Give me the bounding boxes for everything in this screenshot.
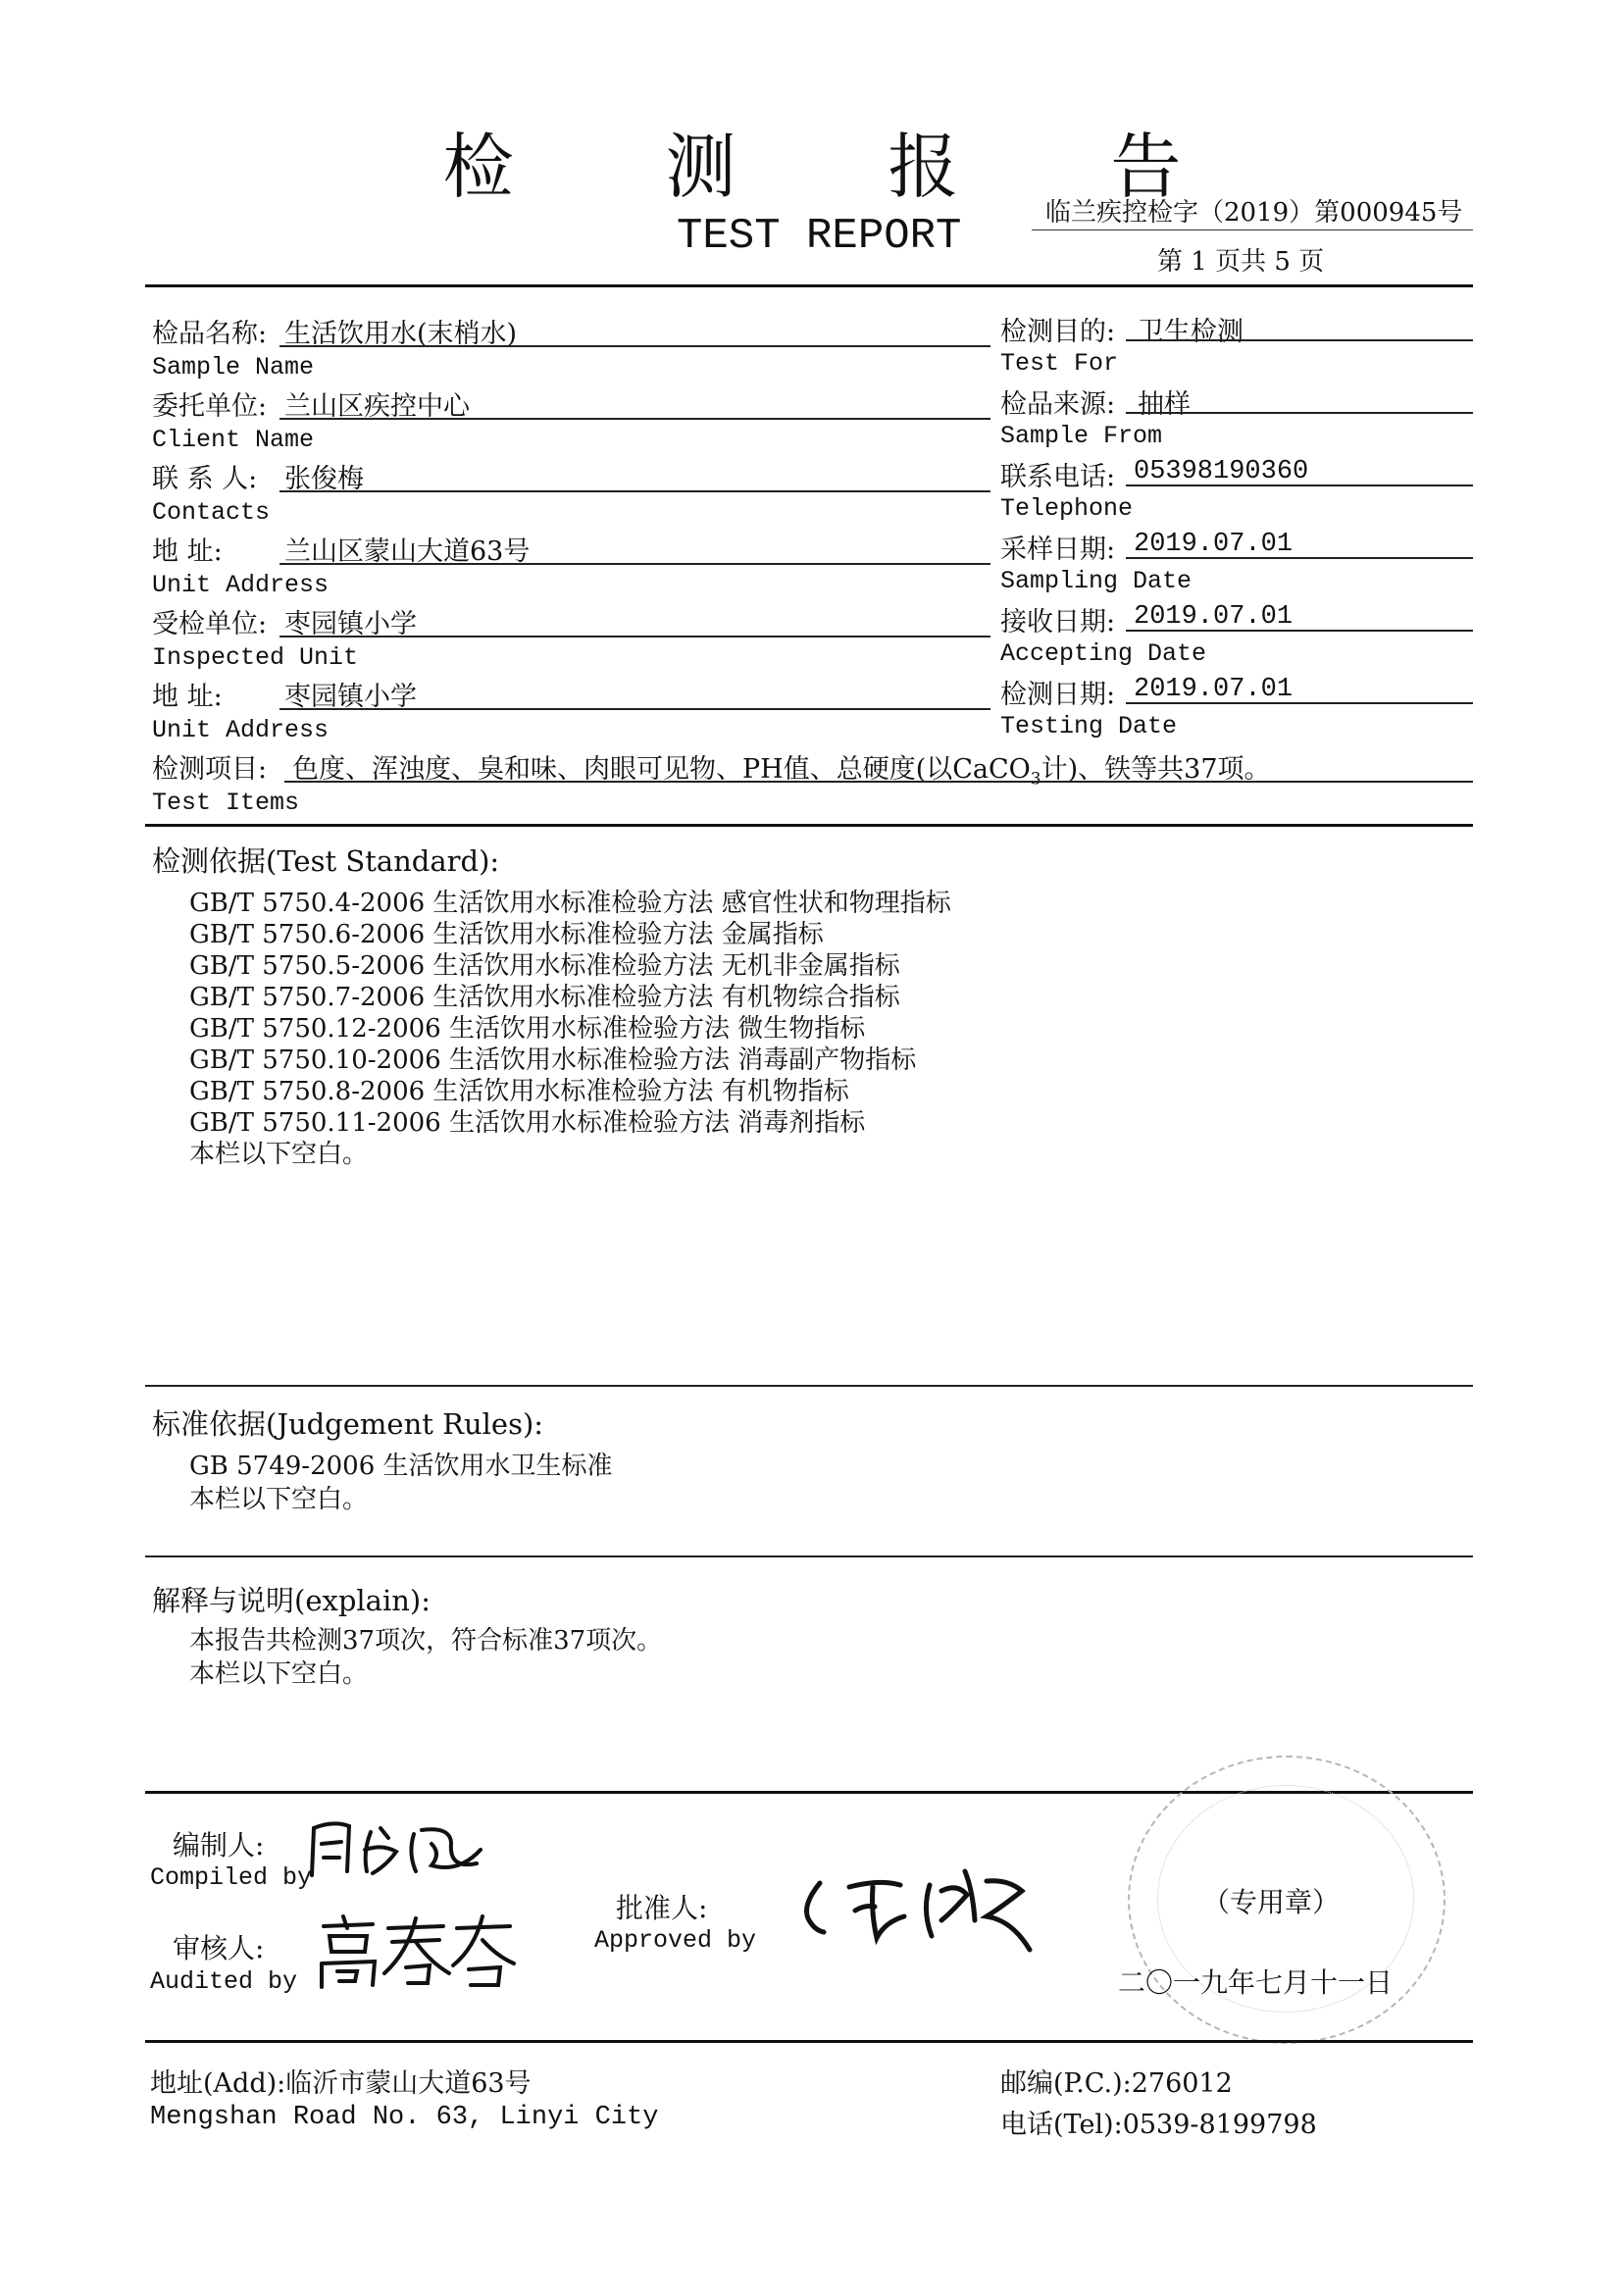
underline <box>279 563 990 565</box>
standard-item: GB/T 5750.12-2006 生活饮用水标准检验方法 微生物指标 <box>189 1014 866 1044</box>
audited-signature <box>314 1912 520 1991</box>
field-label: 检测目的: <box>1000 317 1116 347</box>
blank-note: 本栏以下空白。 <box>189 1140 369 1169</box>
footer-divider <box>145 2040 1473 2043</box>
seal-text: （专用章） <box>1202 1886 1341 1918</box>
section-divider <box>145 1555 1473 1557</box>
field-en: Unit Address <box>152 716 330 744</box>
field-en: Sampling Date <box>1000 567 1193 595</box>
field-value-inspected-unit: 枣园镇小学 <box>284 609 417 639</box>
judgement-heading: 标准依据(Judgement Rules): <box>152 1407 544 1441</box>
standard-item: GB/T 5750.6-2006 生活饮用水标准检验方法 金属指标 <box>189 920 824 949</box>
field-value-telephone: 05398190360 <box>1134 457 1309 486</box>
underline <box>1126 484 1473 486</box>
explain-item: 本报告共检测37项次，符合标准37项次。 <box>189 1626 663 1656</box>
field-label: 委托单位: <box>152 391 268 422</box>
approved-signature <box>794 1861 1040 1960</box>
test-standard-heading: 检测依据(Test Standard): <box>152 844 500 878</box>
field-value-sampling-date: 2019.07.01 <box>1134 530 1294 559</box>
footer-address-cn: 地址(Add):临沂市蒙山大道63号 <box>150 2068 532 2099</box>
field-value-inspected-address: 枣园镇小学 <box>284 682 417 712</box>
field-label: 采样日期: <box>1000 535 1116 565</box>
field-label: 检品来源: <box>1000 389 1116 420</box>
report-number: 临兰疾控检字（2019）第000945号 <box>1045 198 1463 228</box>
field-value-contacts: 张俊梅 <box>284 464 364 494</box>
field-value-sample-name: 生活饮用水(末梢水) <box>284 319 518 349</box>
underline <box>279 636 990 637</box>
seal-date: 二〇一九年七月十一日 <box>1118 1966 1394 1999</box>
standard-item: GB/T 5750.8-2006 生活饮用水标准检验方法 有机物指标 <box>189 1077 849 1106</box>
standard-item: GB/T 5750.10-2006 生活饮用水标准检验方法 消毒副产物指标 <box>189 1045 917 1075</box>
field-en: Accepting Date <box>1000 639 1207 668</box>
section-divider <box>145 1385 1473 1387</box>
footer-postcode: 邮编(P.C.):276012 <box>1000 2068 1233 2099</box>
audited-en: Audited by <box>150 1967 298 1996</box>
underline <box>1126 702 1473 704</box>
test-items-en: Test Items <box>152 789 300 817</box>
compiled-signature <box>304 1814 490 1893</box>
field-value-test-for: 卫生检测 <box>1138 317 1243 347</box>
field-en: Inspected Unit <box>152 643 359 672</box>
approved-label: 批准人: <box>616 1892 708 1924</box>
field-en: Sample From <box>1000 422 1163 450</box>
standard-item: GB/T 5750.5-2006 生活饮用水标准检验方法 无机非金属指标 <box>189 951 900 981</box>
standard-item: GB/T 5750.4-2006 生活饮用水标准检验方法 感官性状和物理指标 <box>189 889 951 918</box>
compiled-en: Compiled by <box>150 1863 313 1892</box>
test-items-label: 检测项目: <box>152 754 268 785</box>
judgement-item: GB 5749-2006 生活饮用水卫生标准 <box>189 1452 613 1481</box>
underline <box>1126 339 1473 341</box>
page-info: 第 1 页共 5 页 <box>1157 247 1325 277</box>
field-en: Contacts <box>152 498 271 527</box>
underline <box>279 708 990 710</box>
ref-underline <box>1032 229 1473 230</box>
report-title-en: TEST REPORT <box>677 212 962 261</box>
standard-item: GB/T 5750.7-2006 生活饮用水标准检验方法 有机物综合指标 <box>189 983 900 1012</box>
blank-note: 本栏以下空白。 <box>189 1659 369 1689</box>
report-title-cn: 检 测 报 告 <box>442 126 1246 208</box>
field-label: 联 系 人: <box>152 464 258 494</box>
underline <box>279 418 990 420</box>
test-items-value: 色度、浑浊度、臭和味、肉眼可见物、PH值、总硬度(以CaCO$_3$计)、铁等共37项。 <box>292 754 1271 790</box>
explain-heading: 解释与说明(explain): <box>152 1584 431 1617</box>
compiled-label: 编制人: <box>173 1829 265 1861</box>
field-label: 接收日期: <box>1000 607 1116 637</box>
underline <box>1126 557 1473 559</box>
underline <box>1126 412 1473 414</box>
standard-item: GB/T 5750.11-2006 生活饮用水标准检验方法 消毒剂指标 <box>189 1108 866 1138</box>
field-label: 地 址: <box>152 536 223 567</box>
field-value-accepting-date: 2019.07.01 <box>1134 602 1294 632</box>
header-divider <box>145 284 1473 287</box>
field-en: Client Name <box>152 426 315 454</box>
field-label: 检品名称: <box>152 319 268 349</box>
field-en: Telephone <box>1000 494 1134 523</box>
field-label: 地 址: <box>152 682 223 712</box>
blank-note: 本栏以下空白。 <box>189 1485 369 1514</box>
underline <box>1126 630 1473 632</box>
field-label: 检测日期: <box>1000 680 1116 710</box>
approved-en: Approved by <box>594 1926 757 1955</box>
field-label: 联系电话: <box>1000 462 1116 492</box>
field-value-testing-date: 2019.07.01 <box>1134 675 1294 704</box>
underline <box>279 490 990 492</box>
underline <box>284 781 1473 783</box>
field-value-client: 兰山区疾控中心 <box>284 391 470 422</box>
field-en: Sample Name <box>152 353 315 382</box>
field-en: Test For <box>1000 349 1119 378</box>
field-en: Unit Address <box>152 571 330 599</box>
audited-label: 审核人: <box>173 1932 265 1964</box>
section-divider <box>145 824 1473 827</box>
underline <box>279 345 990 347</box>
footer-address-en: Mengshan Road No. 63, Linyi City <box>150 2103 659 2132</box>
footer-telephone: 电话(Tel):0539-8199798 <box>1000 2110 1317 2140</box>
field-en: Testing Date <box>1000 712 1178 740</box>
field-value-unit-address: 兰山区蒙山大道63号 <box>284 536 531 567</box>
field-value-sample-from: 抽样 <box>1138 389 1191 420</box>
field-label: 受检单位: <box>152 609 268 639</box>
